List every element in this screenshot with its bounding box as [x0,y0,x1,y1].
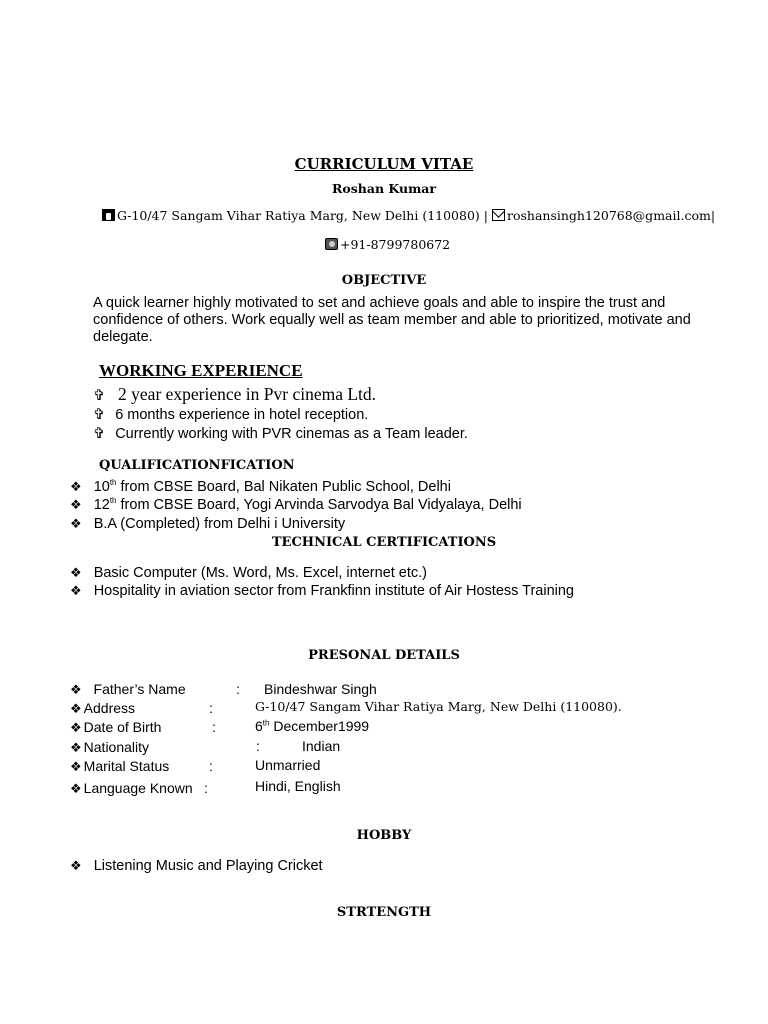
cross-bullet-icon: ✞ [93,388,106,404]
personal-row-fathers-name: ❖ Father’s Name [70,681,186,697]
diamond-bullet-icon: ❖ [70,516,82,531]
qualification-item: ❖ 12th from CBSE Board, Yogi Arvinda Sarvodya Bal Vidyalaya, Delhi [70,496,522,513]
personal-row-language: ❖ Language Known [70,780,193,796]
personal-colon: : [236,681,240,697]
document-title: CURRICULUM VITAE [294,155,474,173]
personal-row-dob: ❖ Date of Birth [70,719,162,735]
personal-heading: PRESONAL DETAILS [308,648,460,663]
hobby-item: ❖ Listening Music and Playing Cricket [70,858,323,874]
phone-line [325,237,450,252]
personal-value-fathers-name: Bindeshwar Singh [264,681,377,697]
qualification-item: ❖ 10th from CBSE Board, Bal Nikaten Public School, Delhi [70,478,451,495]
personal-value-dob: 6th December1999 [255,718,370,734]
contact-separator: | [483,208,488,223]
experience-item [93,426,468,442]
personal-colon: : [212,719,216,735]
personal-colon: : [209,700,213,716]
home-icon [102,209,115,221]
experience-item-text: 6 months experience in hotel reception. [115,407,369,423]
diamond-bullet-icon: ❖ [70,858,82,873]
diamond-bullet-icon: ❖ [70,759,82,774]
personal-row-marital: ❖ Marital Status [70,758,170,774]
qualification-heading: QUALIFICATIONFICATION [99,458,295,473]
personal-colon: : [256,738,260,754]
experience-item [93,384,376,405]
cross-bullet-icon: ✞ [93,407,106,423]
hobby-heading: HOBBY [356,828,412,843]
qualification-item: ❖ B.A (Completed) from Delhi i University [70,516,346,532]
contact-line [102,208,715,223]
objective-heading: OBJECTIVE [341,273,427,288]
cross-bullet-icon: ✞ [93,426,106,442]
technical-item: ❖ Basic Computer (Ms. Word, Ms. Excel, internet etc.) [70,565,428,581]
experience-item [93,407,368,423]
contact-phone: +91-8799780672 [340,237,451,252]
technical-item: ❖ Hospitality in aviation sector from Frankfinn institute of Air Hostess Training [70,583,574,599]
experience-item-text: 2 year experience in Pvr cinema Ltd. [118,384,377,404]
candidate-name: Roshan Kumar [332,181,436,196]
personal-value-nationality: Indian [302,738,341,754]
objective-text: A quick learner highly motivated to set and achieve goals and able to inspire the trust and confidence of others. Work equally well as team member and able to prioritized, motivate and delegate. [93,295,691,345]
diamond-bullet-icon: ❖ [70,781,82,796]
diamond-bullet-icon: ❖ [70,479,82,494]
experience-item-text: Currently working with PVR cinemas as a Team leader. [115,426,468,442]
contact-address: G-10/47 Sangam Vihar Ratiya Marg, New Delhi (110080) [117,208,480,223]
strength-heading: STRTENGTH [336,905,432,920]
personal-row-address: ❖ Address [70,700,136,716]
technical-heading: TECHNICAL CERTIFICATIONS [271,535,497,550]
diamond-bullet-icon: ❖ [70,740,82,755]
experience-heading: WORKING EXPERIENCE [99,361,303,380]
personal-value-address: G-10/47 Sangam Vihar Ratiya Marg, New Delhi (110080). [255,699,622,714]
personal-colon: : [204,780,208,796]
contact-email[interactable]: roshansingh120768@gmail.com| [506,208,716,223]
personal-value-language: Hindi, English [255,778,341,794]
mail-icon [492,209,505,221]
personal-colon: : [209,758,213,774]
phone-icon [325,238,338,250]
diamond-bullet-icon: ❖ [70,583,82,598]
diamond-bullet-icon: ❖ [70,565,82,580]
diamond-bullet-icon: ❖ [70,497,82,512]
diamond-bullet-icon: ❖ [70,682,82,697]
diamond-bullet-icon: ❖ [70,720,82,735]
personal-row-nationality: ❖ Nationality [70,739,150,755]
personal-value-marital: Unmarried [255,757,321,773]
diamond-bullet-icon: ❖ [70,701,82,716]
